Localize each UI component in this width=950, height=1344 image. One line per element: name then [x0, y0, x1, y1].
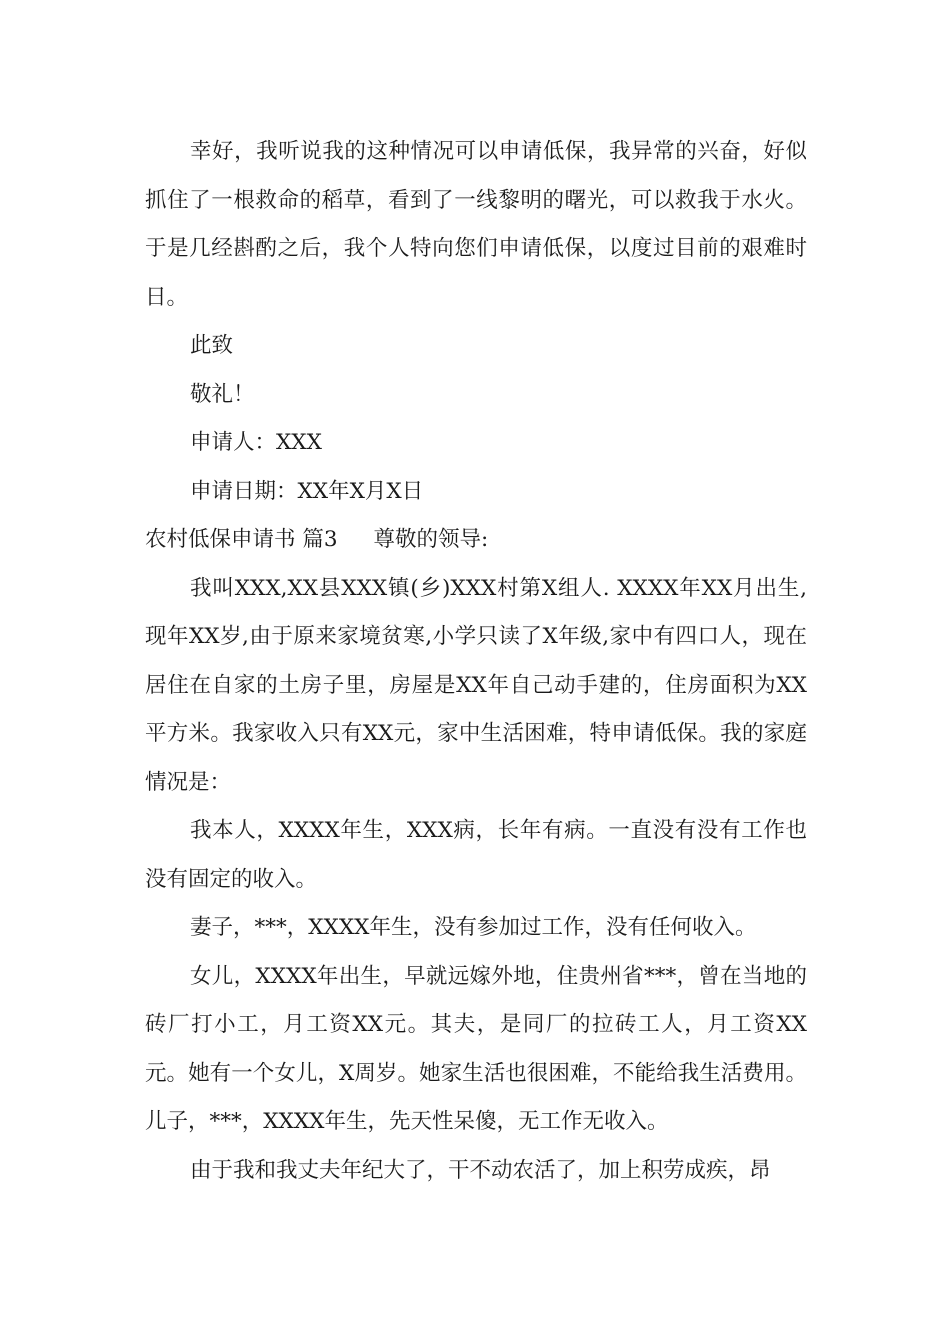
paragraph-self: 我本人，XXXX年生，XXX病，长年有病。一直没有没有工作也没有固定的收入。	[145, 818, 807, 892]
paragraph-age: 由于我和我丈夫年纪大了，干不动农活了，加上积劳成疾，昂	[190, 1157, 771, 1183]
application-date-line: 申请日期：XX年X月X日	[190, 478, 424, 504]
paragraph-hope: 幸好，我听说我的这种情况可以申请低保，我异常的兴奋，好似抓住了一根救命的稻草，看到了一线黎明的曙光，可以救我于水火。于是几经斟酌之后，我个人特向您们申请低保，以度过目前的艰难时日。	[145, 139, 807, 310]
closing-cizhi: 此致	[190, 333, 234, 358]
paragraph-wife: 妻子，***，XXXX年生，没有参加过工作，没有任何收入。	[190, 915, 757, 940]
applicant-line: 申请人：XXX	[190, 430, 322, 455]
salutation: 尊敬的领导:	[373, 527, 489, 552]
closing-jingli: 敬礼！	[190, 381, 255, 407]
paragraph-daughter-son: 女儿，XXXX年出生，早就远嫁外地，住贵州省***，曾在当地的砖厂打小工，月工资XX元。其夫，是同厂的拉砖工人，月工资XX元。她有一个女儿，X周岁。她家生活也很困难，不能给我生活费用。 儿子，***，XXXX年生，先天性呆傻，无工作无收入。	[145, 963, 807, 1134]
document-body	[145, 128, 807, 1195]
section-heading	[145, 516, 807, 565]
paragraph-self-intro: 我叫XXX,XX县XXX镇(乡)XXX村第X组人. XXXX年XX月出生,现年XX岁,由于原来家境贫寒,小学只读了X年级,家中有四口人，现在居住在自家的土房子里，房屋是XX年自己动手建的，住房面积为XX平方米。我家收入只有XX元，家中生活困难，特申请低保。我的家庭情况是：	[145, 575, 807, 795]
section-title: 农村低保申请书 篇3	[145, 527, 338, 552]
